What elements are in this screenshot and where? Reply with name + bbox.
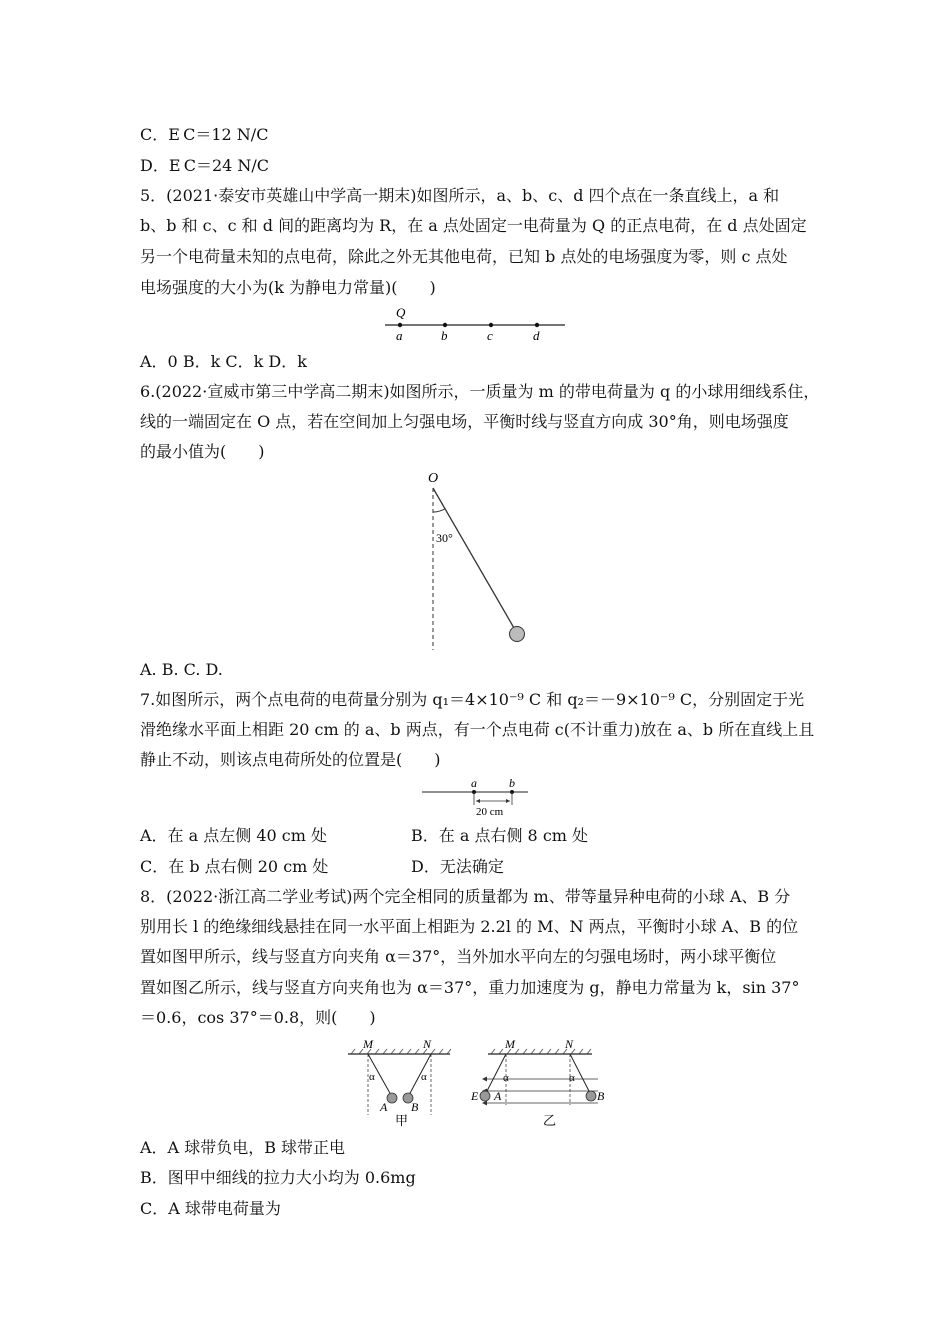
q5-text-line-4: 电场强度的大小为(k 为静电力常量)( ) xyxy=(140,278,436,297)
q8-right-alpha-2: α xyxy=(569,1072,575,1084)
q7-option-d: D．无法确定 xyxy=(411,857,504,876)
q7-figure xyxy=(420,775,530,820)
q8-text-line-2: 别用长 l 的绝缘细线悬挂在同一水平面上相距为 2.2l 的 M、N 两点，平衡时小球 A、B 的位 xyxy=(140,917,799,936)
q8-caption-jia: 甲 xyxy=(395,1113,409,1128)
q8-left-alpha-2: α xyxy=(421,1071,427,1083)
q8-option-a: A．A 球带负电，B 球带正电 xyxy=(140,1138,346,1157)
q5-point-a: a xyxy=(396,328,403,343)
q5-figure xyxy=(380,305,570,345)
q7-text-line-3: 静止不动，则该点电荷所处的位置是( ) xyxy=(140,750,441,769)
q6-text-line-1: 6.(2022·宣威市第三中学高二期末)如图所示，一质量为 m 的带电荷量为 q 的小球用细线系住， xyxy=(140,382,820,401)
q5-text-line-1: 5．(2021·泰安市英雄山中学高一期末)如图所示，a、b、c、d 四个点在一条直线上，a 和 xyxy=(140,186,780,205)
q6-text-line-3: 的最小值为( ) xyxy=(140,442,265,461)
q8-right-alpha-1: α xyxy=(503,1072,509,1084)
q8-right-A: A xyxy=(494,1089,502,1103)
q8-right-N: N xyxy=(565,1037,574,1051)
q8-text-line-1: 8．(2022·浙江高二学业考试)两个完全相同的质量都为 m、带等量异种电荷的小球 A、B 分 xyxy=(140,887,791,906)
option-d-prev: D．E C＝24 N/C xyxy=(140,156,270,175)
q8-figure-right xyxy=(468,1035,613,1130)
q8-option-c: C．A 球带电荷量为 xyxy=(140,1199,281,1218)
q7-point-b: b xyxy=(509,776,515,790)
q7-point-a: a xyxy=(471,776,477,790)
q5-point-c: c xyxy=(487,328,493,343)
q5-point-d: d xyxy=(533,328,540,343)
q5-point-b: b xyxy=(441,328,448,343)
q5-charge-label: Q xyxy=(396,305,406,320)
q8-left-A: A xyxy=(380,1100,388,1114)
q5-options: A．0 B．k C．k D．k xyxy=(140,352,307,371)
q5-text-line-2: b、b 和 c、c 和 d 间的距离均为 R，在 a 点处固定一电荷量为 Q 的正点电荷，在 d 点处固定 xyxy=(140,216,807,235)
q8-left-B: B xyxy=(411,1100,419,1114)
q8-left-alpha-1: α xyxy=(369,1071,375,1083)
q7-option-c: C．在 b 点右侧 20 cm 处 xyxy=(140,857,329,876)
q6-text-line-2: 线的一端固定在 O 点，若在空间加上匀强电场，平衡时线与竖直方向成 30°角，则电场强度 xyxy=(140,412,789,431)
q7-option-b: B．在 a 点右侧 8 cm 处 xyxy=(411,826,589,845)
q8-right-M: M xyxy=(505,1037,515,1051)
q7-distance-label: 20 cm xyxy=(476,806,504,818)
q8-left-N: N xyxy=(423,1037,432,1051)
q8-text-line-5: ＝0.6，cos 37°＝0.8，则( ) xyxy=(140,1008,376,1027)
q6-angle-label: 30° xyxy=(436,531,453,545)
q8-option-b: B．图甲中细线的拉力大小均为 0.6mg xyxy=(140,1168,416,1187)
q8-left-M: M xyxy=(363,1037,373,1051)
q8-caption-yi: 乙 xyxy=(543,1113,557,1128)
q7-text-line-2: 滑绝缘水平面上相距 20 cm 的 a、b 两点，有一个点电荷 c(不计重力)放在 a、b 所在直线上且 xyxy=(140,720,815,739)
q6-options: A. B. C. D. xyxy=(140,660,223,679)
q8-figure-left xyxy=(343,1035,458,1130)
q6-figure xyxy=(420,468,540,653)
q5-text-line-3: 另一个电荷量未知的点电荷，除此之外无其他电荷，已知 b 点处的电场强度为零，则 c 点处 xyxy=(140,247,788,266)
q8-right-E: E xyxy=(471,1089,479,1103)
q8-text-line-3: 置如图甲所示，线与竖直方向夹角 α＝37°，当外加水平向左的匀强电场时，两小球平衡位 xyxy=(140,947,777,966)
q8-right-B: B xyxy=(597,1089,605,1103)
q8-text-line-4: 置如图乙所示，线与竖直方向夹角也为 α＝37°，重力加速度为 g，静电力常量为 k，sin 37° xyxy=(140,978,800,997)
q7-option-a: A．在 a 点左侧 40 cm 处 xyxy=(140,826,328,845)
q6-pivot-label: O xyxy=(428,471,439,486)
option-c-prev: C．E C＝12 N/C xyxy=(140,125,269,144)
q7-text-line-1: 7.如图所示，两个点电荷的电荷量分别为 q₁＝4×10⁻⁹ C 和 q₂＝－9×10⁻⁹ C，分别固定于光 xyxy=(140,690,805,709)
